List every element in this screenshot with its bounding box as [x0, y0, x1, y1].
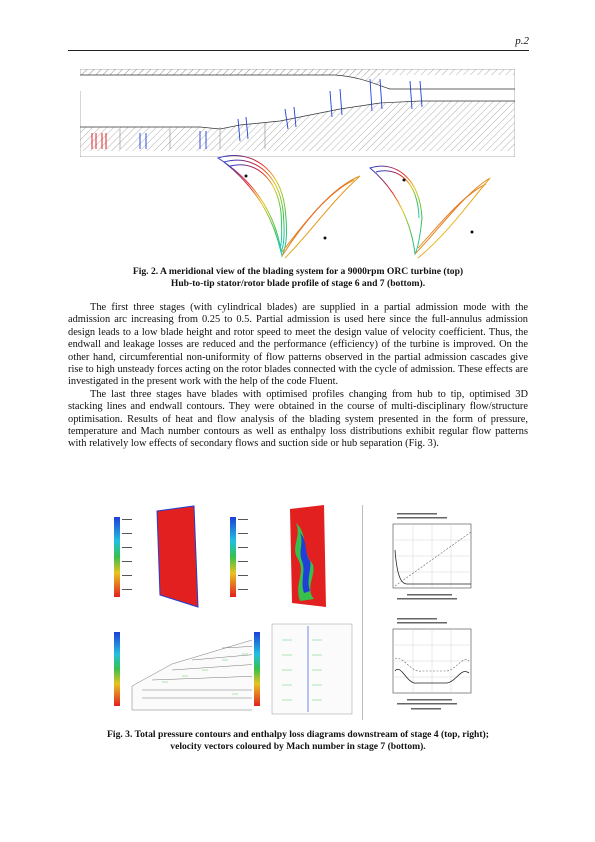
paragraph-1: The first three stages (with cylindrical blades) are supplied in a partial admission mode with the admission arc increasing from 0.25 to 0.5. Partial admission is used here since the full-annulus admission design leads to a low blade height and rotor speed to meet the design value of velocity coefficient. Thus, the endwall and leakage losses are reduced and the performance (efficiency) of the turbine is improved. On the other hand, circumferential non-uniformity of flow patterns observed in the partial admission cascades give rise to high unsteady forces acting on the rotor blades connected with the cycle of admission. These effects are investigated in the present work with the help of the code Fluent. — [68, 302, 528, 388]
body-text — [68, 302, 528, 451]
figure-divider — [362, 505, 363, 720]
meridional-view-figure — [80, 69, 515, 157]
enthalpy-loss-chart-2 — [377, 615, 475, 715]
total-pressure-contour-panel-2 — [228, 503, 328, 609]
paragraph-2: The last three stages have blades with optimised profiles changing from hub to tip, optimised 3D stacking lines and endwall contours. They were obtained in the course of multi-disciplinary flow/structure optimisation. Results of heat and flow analysis of the blading system presented in the form of pressure, temperature and Mach number contours as well as enthalpy loss distributions exhibit regular flow patterns with relatively low effects of secondary flows and suction side or hub separation (Fig. 3). — [68, 388, 528, 450]
figure-3-caption-line-1: Fig. 3. Total pressure contours and enthalpy loss diagrams downstream of stage 4 (top, right); — [107, 729, 489, 740]
page-number: p.2 — [515, 35, 529, 47]
figure-2-caption — [68, 266, 528, 289]
header-rule — [68, 50, 529, 51]
total-pressure-contour-panel-1 — [112, 503, 200, 609]
blade-profile-figure — [190, 148, 530, 263]
figure-3-caption-line-2: velocity vectors coloured by Mach number in stage 7 (bottom). — [170, 740, 426, 752]
velocity-vectors-panel-1 — [112, 620, 262, 718]
figure-3-caption — [68, 729, 528, 752]
figure-2-caption-line-1: Fig. 2. A meridional view of the blading system for a 9000rpm ORC turbine (top) — [132, 266, 464, 277]
velocity-vectors-panel-2 — [252, 620, 355, 718]
figure-2-caption-line-2: Hub-to-tip stator/rotor blade profile of stage 6 and 7 (bottom). — [170, 277, 426, 289]
enthalpy-loss-chart-1 — [377, 510, 475, 605]
